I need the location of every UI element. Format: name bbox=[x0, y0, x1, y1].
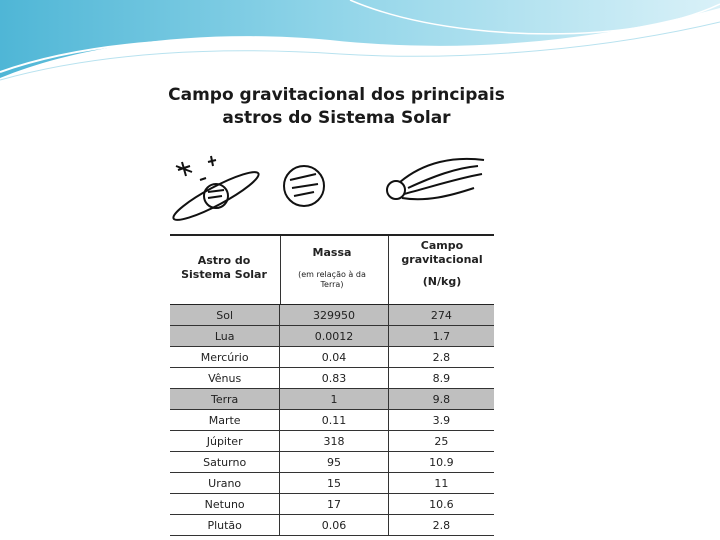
cell-astro: Netuno bbox=[170, 494, 280, 514]
comet-icon bbox=[387, 159, 484, 199]
page-title bbox=[164, 84, 509, 130]
cell-astro: Vênus bbox=[170, 368, 280, 388]
cell-campo: 10.9 bbox=[429, 455, 454, 469]
cell-massa: 95 bbox=[280, 452, 388, 472]
table-row bbox=[170, 410, 494, 431]
cell-astro: Lua bbox=[170, 326, 280, 346]
astro-illustrations bbox=[164, 152, 509, 242]
cell-campo: 2.8 bbox=[432, 518, 451, 532]
star-icon bbox=[176, 156, 216, 180]
cell-massa: 0.0012 bbox=[280, 326, 388, 346]
cell-campo: 274 bbox=[430, 308, 452, 322]
cell-campo: 9.8 bbox=[432, 392, 451, 406]
cell-massa: 0.06 bbox=[280, 515, 388, 535]
table-header bbox=[170, 234, 494, 305]
cell-massa: 0.83 bbox=[280, 368, 388, 388]
cell-campo: 2.8 bbox=[432, 350, 451, 364]
table-row bbox=[170, 389, 494, 410]
cell-massa: 318 bbox=[280, 431, 388, 451]
cell-campo: 1.7 bbox=[432, 329, 451, 343]
cell-astro: Terra bbox=[170, 389, 280, 409]
scanned-table-image bbox=[164, 72, 509, 540]
cell-massa: 329950 bbox=[280, 305, 388, 325]
cell-astro: Júpiter bbox=[170, 431, 280, 451]
table-row bbox=[170, 305, 494, 326]
saturn-icon bbox=[169, 166, 262, 227]
header-campo: Campo gravitacional (N/kg) bbox=[401, 239, 483, 288]
cell-astro: Saturno bbox=[170, 452, 280, 472]
cell-campo: 25 bbox=[434, 434, 449, 448]
table-row bbox=[170, 494, 494, 515]
table-row bbox=[170, 473, 494, 494]
cell-massa: 0.11 bbox=[280, 410, 388, 430]
table-row bbox=[170, 326, 494, 347]
header-astro: Astro do Sistema Solar bbox=[181, 254, 267, 281]
table-body bbox=[170, 305, 494, 536]
cell-astro: Mercúrio bbox=[170, 347, 280, 367]
cell-massa: 0.04 bbox=[280, 347, 388, 367]
cell-astro: Urano bbox=[170, 473, 280, 493]
cell-campo: 8.9 bbox=[432, 371, 451, 385]
cell-campo: 3.9 bbox=[432, 413, 451, 427]
gravity-table bbox=[170, 234, 494, 536]
cell-astro: Plutão bbox=[170, 515, 280, 535]
table-row bbox=[170, 431, 494, 452]
title-line-1: Campo gravitacional dos principais bbox=[168, 85, 505, 105]
cell-campo: 11 bbox=[434, 476, 449, 490]
cell-massa: 15 bbox=[280, 473, 388, 493]
header-massa-note: (em relação à da Terra) bbox=[298, 270, 366, 289]
cell-astro: Marte bbox=[170, 410, 280, 430]
header-massa: Massa (em relação à da Terra) bbox=[280, 246, 384, 290]
table-row bbox=[170, 368, 494, 389]
planet-icon bbox=[284, 166, 324, 206]
cell-campo: 10.6 bbox=[429, 497, 454, 511]
cell-astro: Sol bbox=[170, 305, 280, 325]
header-divider bbox=[388, 236, 389, 304]
cell-massa: 1 bbox=[280, 389, 388, 409]
table-row bbox=[170, 452, 494, 473]
table-row bbox=[170, 347, 494, 368]
table-row bbox=[170, 515, 494, 536]
cell-massa: 17 bbox=[280, 494, 388, 514]
title-line-2: astros do Sistema Solar bbox=[222, 108, 451, 128]
